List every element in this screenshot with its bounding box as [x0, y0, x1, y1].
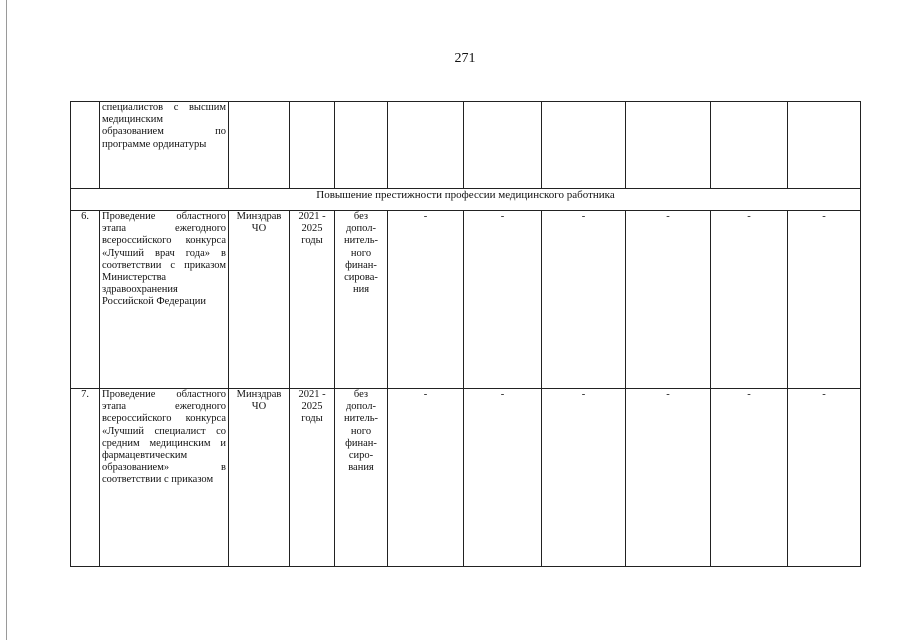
section-header-row: [71, 189, 861, 211]
description-cell: Проведение областного этапа ежегодного всероссийского конкурса «Лучший специалист со средним медицинским и фармацевтическим образованием» в соответствии с приказом: [100, 389, 229, 567]
table-row: [71, 211, 861, 389]
executor-cell: Минздрав ЧО: [229, 389, 290, 567]
page-edge-line: [6, 0, 7, 640]
value-cell: -: [388, 389, 464, 567]
section-title: Повышение престижности профессии медицинского работника: [71, 189, 861, 211]
value-cell: -: [626, 211, 711, 389]
funding-cell: без допол- нитель- ного финан- сирова- ния: [335, 211, 388, 389]
value-cell: -: [542, 389, 626, 567]
value-cell: -: [464, 211, 542, 389]
page-number: 271: [454, 51, 476, 66]
table-row: [71, 389, 861, 567]
period-cell: 2021 - 2025 годы: [290, 389, 335, 567]
funding-cell: без допол- нитель- ного финан- сиро- вания: [335, 389, 388, 567]
program-table: [70, 101, 861, 567]
description-cell: специалистов с высшим медицинским образованием по программе ординатуры: [100, 102, 229, 189]
continuation-row: [71, 102, 861, 189]
value-cell: -: [464, 389, 542, 567]
num-cell: [71, 102, 100, 189]
value-cell: -: [711, 211, 788, 389]
row-number: 6.: [71, 211, 100, 389]
value-cell: -: [788, 389, 861, 567]
value-cell: -: [542, 211, 626, 389]
value-cell: -: [626, 389, 711, 567]
executor-cell: Минздрав ЧО: [229, 211, 290, 389]
description-cell: Проведение областного этапа ежегодного всероссийского конкурса «Лучший врач года» в соответствии с приказом Министерства здравоохранения Российской Федерации: [100, 211, 229, 389]
row-number: 7.: [71, 389, 100, 567]
value-cell: -: [388, 211, 464, 389]
period-cell: 2021 - 2025 годы: [290, 211, 335, 389]
value-cell: -: [788, 211, 861, 389]
value-cell: -: [711, 389, 788, 567]
